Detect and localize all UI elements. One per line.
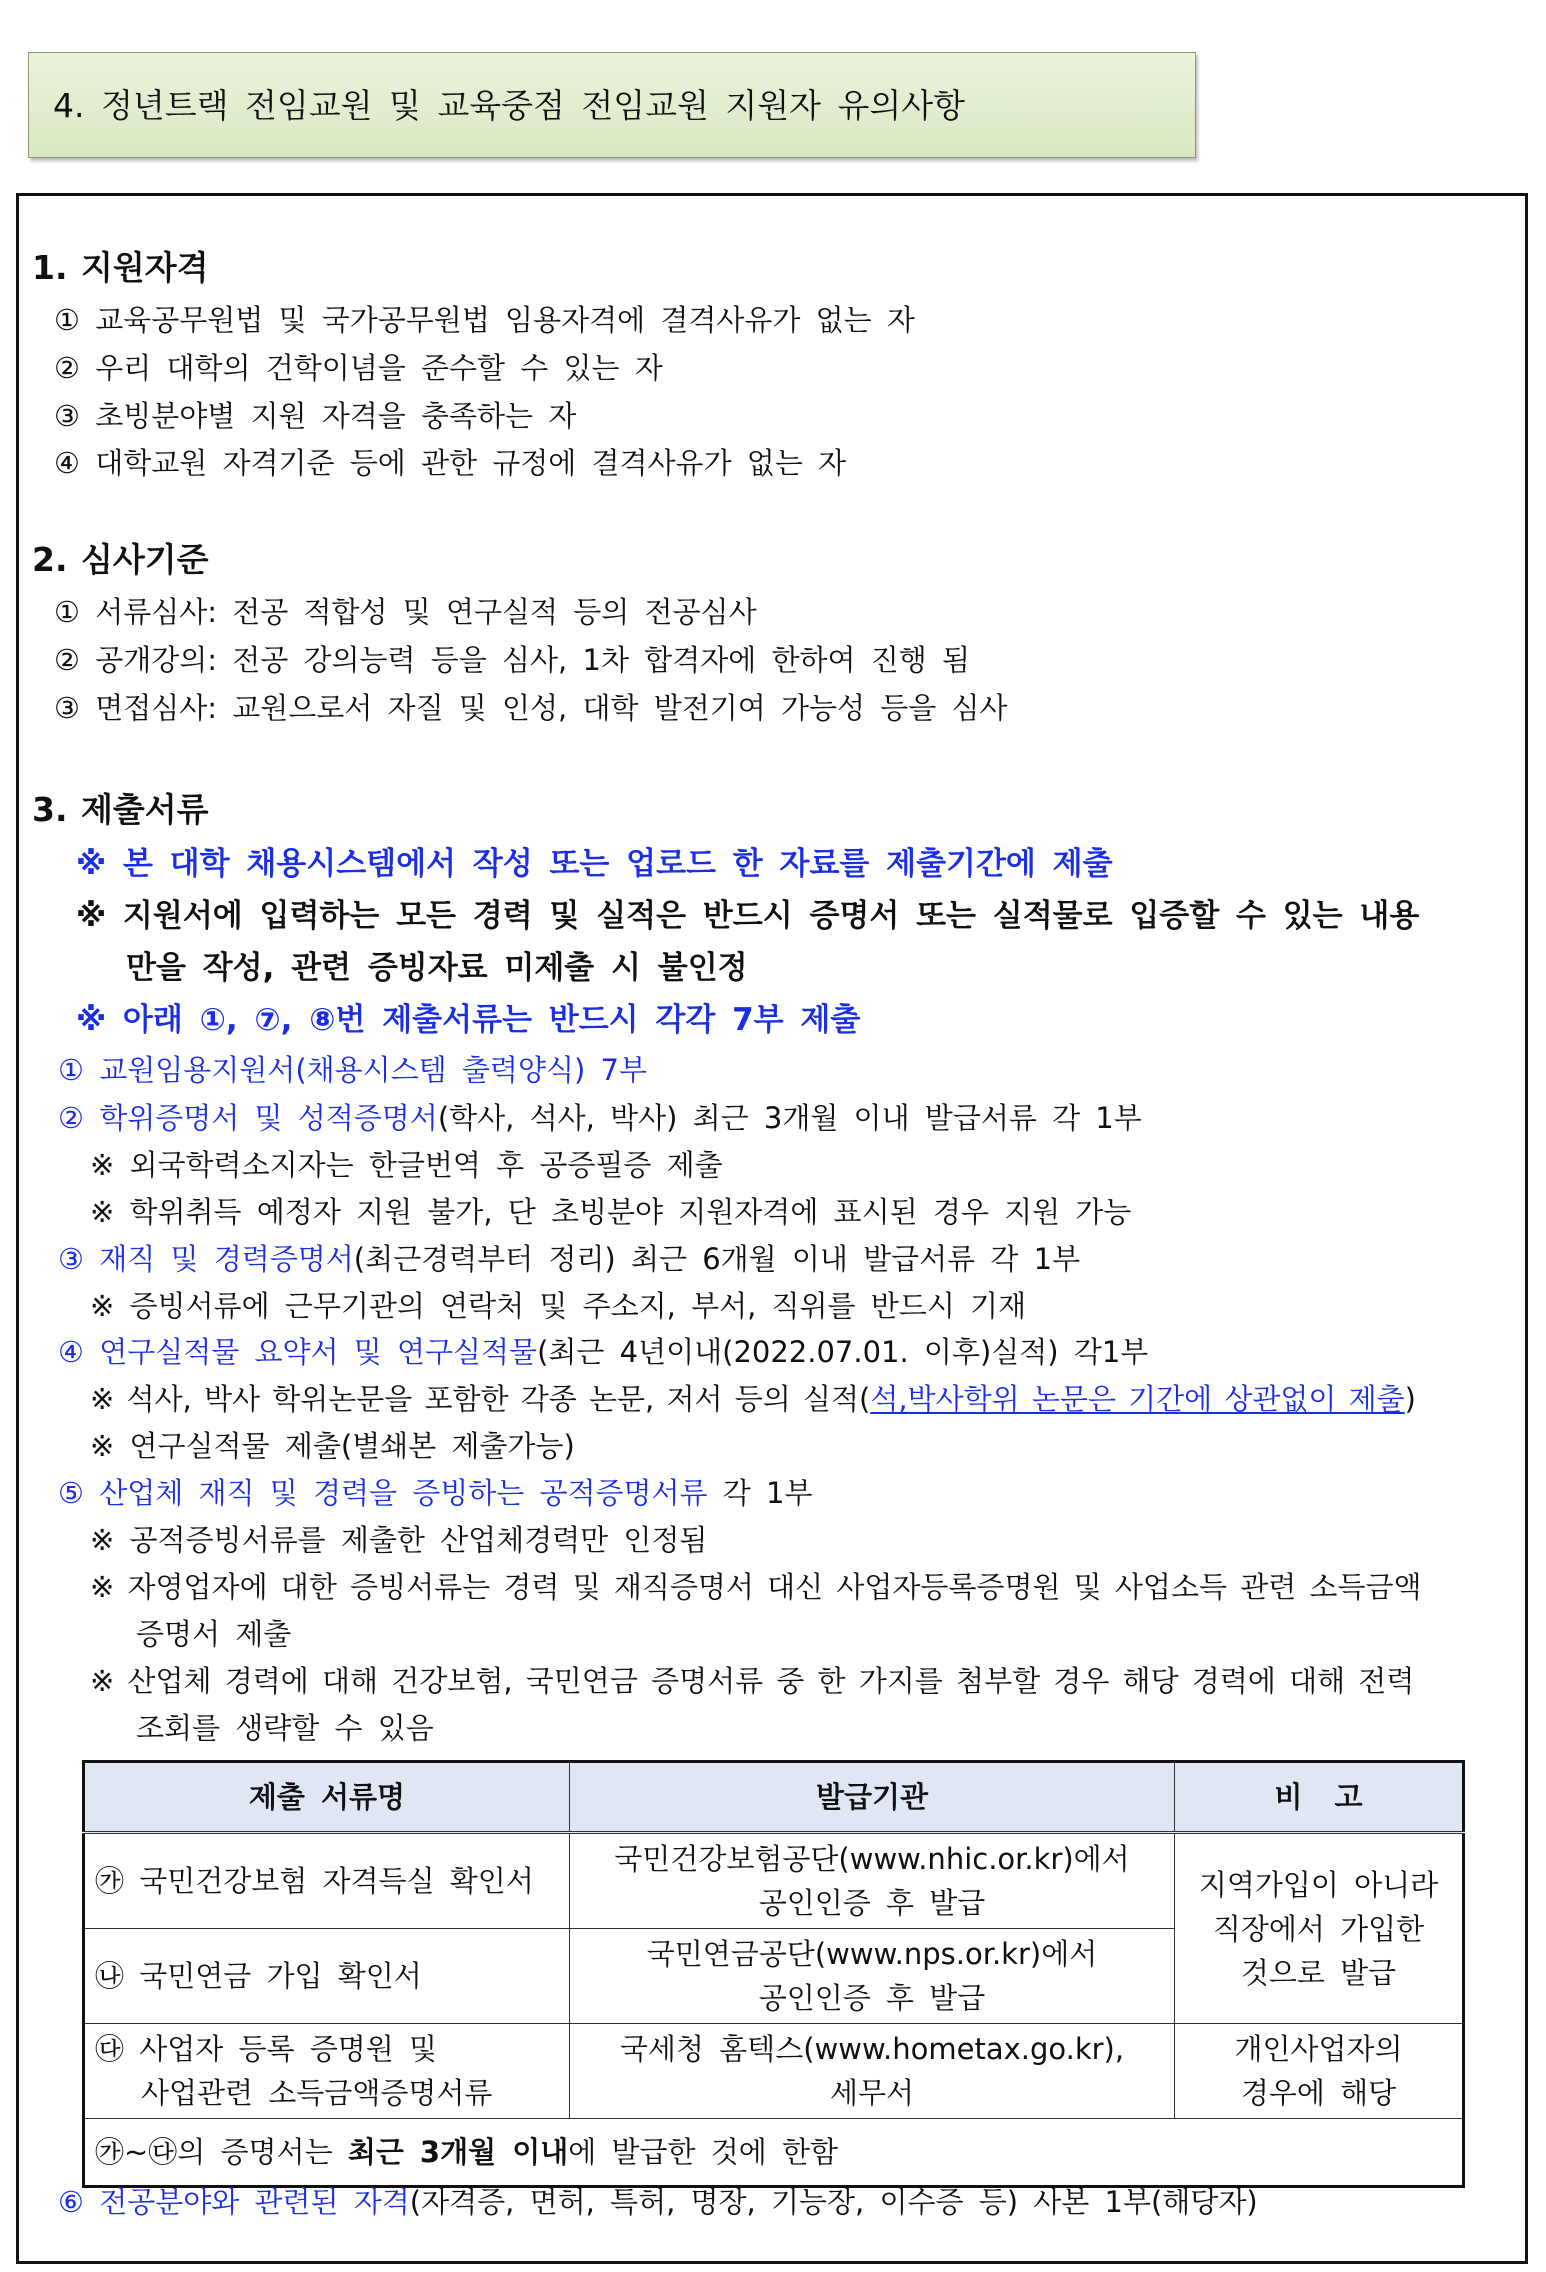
qualification-item-4: ④ 대학교원 자격기준 등에 관한 규정에 결격사유가 없는 자 [54,446,847,480]
table-footer-post: 에 발급한 것에 한함 [568,2135,839,2169]
doc-item-5-note-2: ※ 자영업자에 대한 증빙서류는 경력 및 재직증명서 대신 사업자등록증명원 및 사업소득 관련 소득금액 [90,1570,1422,1604]
table-footer-note [84,2119,1464,2187]
doc-item-2-note-1: ※ 외국학력소지자는 한글번역 후 공증필증 제출 [90,1148,723,1182]
criteria-item-1: ① 서류심사: 전공 적합성 및 연구실적 등의 전공심사 [54,595,757,629]
row-1-doc-name: ㉮ 국민건강보험 자격득실 확인서 [84,1833,570,1929]
thesis-period-link[interactable]: 석,박사학위 논문은 기간에 상관없이 제출 [870,1382,1405,1416]
row-3-remark [1175,2024,1464,2119]
doc-item-2 [58,1096,1142,1137]
doc-item-5-detail: 각 1부 [707,1476,813,1510]
doc-item-3-note: ※ 증빙서류에 근무기관의 연락처 및 주소지, 부서, 직위를 반드시 기재 [90,1289,1027,1323]
doc-item-5-note-3: ※ 산업체 경력에 대해 건강보험, 국민연금 증명서류 중 한 가지를 첨부할 경우 해당 경력에 대해 전력 [90,1664,1415,1698]
doc-item-2-detail: (학사, 석사, 박사) 최근 3개월 이내 발급서류 각 1부 [437,1101,1142,1135]
row-3-issuer [570,2024,1175,2119]
section-header-title: 4. 정년트랙 전임교원 및 교육중점 전임교원 지원자 유의사항 [28,52,1196,158]
row-3-doc-name-line-1: ㉰ 사업자 등록 증명원 및 [95,2032,437,2066]
doc-item-4-note-1-text: ※ 석사, 박사 학위논문을 포함한 각종 논문, 저서 등의 실적( [90,1382,871,1416]
criteria-item-2: ② 공개강의: 전공 강의능력 등을 심사, 1차 합격자에 한하여 진행 됨 [54,643,970,677]
table-row [84,1833,1464,1929]
merged-remark-line-3: 것으로 발급 [1240,1955,1397,1990]
row-2-issuer [570,1929,1175,2024]
notice-proof-required-cont: 만을 작성, 관련 증빙자료 미제출 시 불인정 [126,950,748,986]
table-header-issuer: 발급기관 [570,1762,1175,1833]
table-footer-row [84,2119,1464,2187]
doc-item-4-name: ④ 연구실적물 요약서 및 연구실적물 [58,1335,538,1369]
doc-item-2-name: ② 학위증명서 및 성적증명서 [58,1101,438,1135]
row-2-issuer-line-1: 국민연금공단(www.nps.or.kr)에서 [646,1937,1098,1971]
doc-item-5-note-1: ※ 공적증빙서류를 제출한 산업체경력만 인정됨 [90,1523,708,1557]
table-footer-pre: ㉮~㉰의 증명서는 [95,2135,348,2169]
row-3-issuer-line-1: 국세청 홈텍스(www.hometax.go.kr), [619,2032,1125,2066]
doc-item-4-note-1 [90,1377,1416,1418]
section-2-title: 2. 심사기준 [32,540,209,579]
row-2-issuer-line-2: 공인인증 후 발급 [758,1981,986,2015]
notice-proof-required: ※ 지원서에 입력하는 모든 경력 및 실적은 반드시 증명서 또는 실적물로 입증할 수 있는 내용 [76,898,1420,934]
notice-seven-copies: ※ 아래 ①, ⑦, ⑧번 제출서류는 반드시 각각 7부 제출 [76,1002,861,1038]
doc-item-4-note-1-close: ) [1404,1382,1416,1416]
doc-item-5-note-2-cont: 증명서 제출 [136,1617,292,1651]
doc-item-5-name: ⑤ 산업체 재직 및 경력을 증빙하는 공적증명서류 [58,1476,708,1510]
table-header-doc-name: 제출 서류명 [84,1762,570,1833]
doc-item-4 [58,1330,1148,1371]
doc-item-4-note-2: ※ 연구실적물 제출(별쇄본 제출가능) [90,1429,575,1463]
row-1-issuer-line-1: 국민건강보험공단(www.nhic.or.kr)에서 [614,1842,1130,1876]
doc-item-3-detail: (최근경력부터 정리) 최근 6개월 이내 발급서류 각 1부 [353,1242,1081,1276]
row-3-issuer-line-2: 세무서 [829,2076,915,2110]
doc-item-4-detail: (최근 4년이내(2022.07.01. 이후)실적) 각1부 [537,1335,1149,1369]
doc-item-1: ① 교원임용지원서(채용시스템 출력양식) 7부 [58,1053,647,1087]
notice-submission-period: ※ 본 대학 채용시스템에서 작성 또는 업로드 한 자료를 제출기간에 제출 [76,846,1113,882]
doc-item-3-name: ③ 재직 및 경력증명서 [58,1242,354,1276]
row-2-doc-name: ㉯ 국민연금 가입 확인서 [84,1929,570,2024]
table-row [84,2024,1464,2119]
certificate-table [82,1760,1465,2188]
merged-remark [1175,1833,1464,2024]
row-1-issuer [570,1833,1175,1929]
row-3-doc-name [84,2024,570,2119]
table-header-remarks: 비 고 [1175,1762,1464,1833]
row-3-remark-line-1: 개인사업자의 [1234,2032,1403,2066]
section-1-title: 1. 지원자격 [32,248,209,287]
qualification-item-3: ③ 초빙분야별 지원 자격을 충족하는 자 [54,399,577,433]
merged-remark-line-1: 지역가입이 아니라 [1198,1867,1439,1902]
qualification-item-2: ② 우리 대학의 건학이념을 준수할 수 있는 자 [54,351,663,385]
doc-item-6-detail: (자격증, 면허, 특허, 명장, 기능장, 이수증 등) 사본 1부(해당자) [409,2185,1258,2219]
merged-remark-line-2: 직장에서 가입한 [1212,1911,1425,1946]
doc-item-5 [58,1471,813,1512]
doc-item-6 [58,2180,1258,2221]
doc-item-2-note-2: ※ 학위취득 예정자 지원 불가, 단 초빙분야 지원자격에 표시된 경우 지원 가능 [90,1195,1132,1229]
criteria-item-3: ③ 면접심사: 교원으로서 자질 및 인성, 대학 발전기여 가능성 등을 심사 [54,691,1008,725]
table-header-row [84,1762,1464,1833]
row-3-remark-line-2: 경우에 해당 [1240,2076,1397,2110]
section-3-title: 3. 제출서류 [32,790,209,829]
doc-item-6-name: ⑥ 전공분야와 관련된 자격 [58,2185,410,2219]
doc-item-3 [58,1237,1080,1278]
row-3-doc-name-line-2: 사업관련 소득금액증명서류 [141,2076,493,2110]
row-1-issuer-line-2: 공인인증 후 발급 [758,1886,986,1920]
doc-item-5-note-3-cont: 조회를 생략할 수 있음 [136,1711,434,1745]
table-footer-emphasis: 최근 3개월 이내 [347,2135,569,2169]
qualification-item-1: ① 교육공무원법 및 국가공무원법 임용자격에 결격사유가 없는 자 [54,303,915,337]
